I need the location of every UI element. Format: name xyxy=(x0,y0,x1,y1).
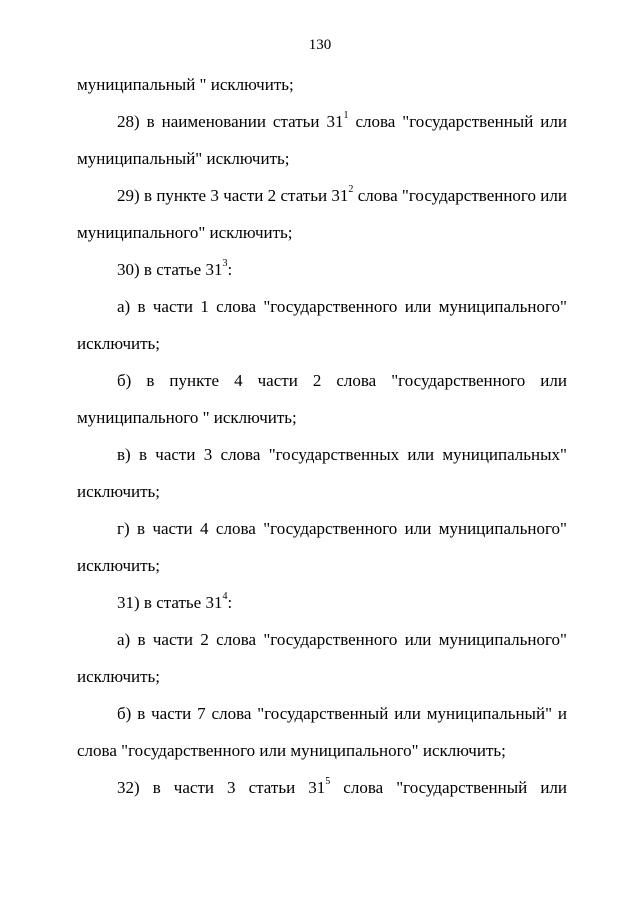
sub-item-b: б) в пункте 4 части 2 слова "государственного или xyxy=(117,371,567,390)
amendment-item-32 xyxy=(77,769,567,806)
text-line: муниципальный" исключить; xyxy=(77,149,290,168)
amendment-item-30 xyxy=(77,251,567,288)
text-fragment: 28) в наименовании статьи 31 xyxy=(117,112,344,131)
sub-item-a: а) в части 2 слова "государственного или муниципального" xyxy=(117,630,567,649)
text-line: муниципального" исключить; xyxy=(77,223,293,242)
text-line: исключить; xyxy=(77,334,160,353)
text-fragment: 30) в статье 31 xyxy=(117,260,223,279)
text-fragment: слова "государственного или xyxy=(353,186,567,205)
text-line: исключить; xyxy=(77,556,160,575)
text-line: муниципального " исключить; xyxy=(77,408,297,427)
superscript: 4 xyxy=(222,591,228,603)
sub-item-v: в) в части 3 слова "государственных или муниципальных" xyxy=(117,445,567,464)
amendment-item-29 xyxy=(77,177,567,214)
amendment-item-31 xyxy=(77,584,567,621)
sub-item-g: г) в части 4 слова "государственного или муниципального" xyxy=(117,519,567,538)
text-fragment: : xyxy=(227,593,233,612)
document-body xyxy=(77,66,567,806)
superscript: 1 xyxy=(343,110,349,122)
text-line: исключить; xyxy=(77,482,160,501)
superscript: 5 xyxy=(325,776,331,788)
text-fragment: : xyxy=(227,260,233,279)
superscript: 3 xyxy=(222,258,228,270)
text-fragment: слова "государственный или xyxy=(348,112,567,131)
amendment-item-28 xyxy=(77,103,567,140)
sub-item-a: а) в части 1 слова "государственного или муниципального" xyxy=(117,297,567,316)
text-line: исключить; xyxy=(77,667,160,686)
sub-item-b: б) в части 7 слова "государственный или муниципальный" и xyxy=(117,704,567,723)
superscript: 2 xyxy=(348,184,354,196)
text-fragment: слова "государственный или xyxy=(330,778,567,797)
text-line: муниципальный " исключить; xyxy=(77,75,294,94)
text-fragment: 31) в статье 31 xyxy=(117,593,223,612)
text-fragment: 29) в пункте 3 части 2 статьи 31 xyxy=(117,186,349,205)
text-line: слова "государственного или муниципального" исключить; xyxy=(77,741,506,760)
text-fragment: 32) в части 3 статьи 31 xyxy=(117,778,326,797)
page-number: 130 xyxy=(308,37,332,53)
